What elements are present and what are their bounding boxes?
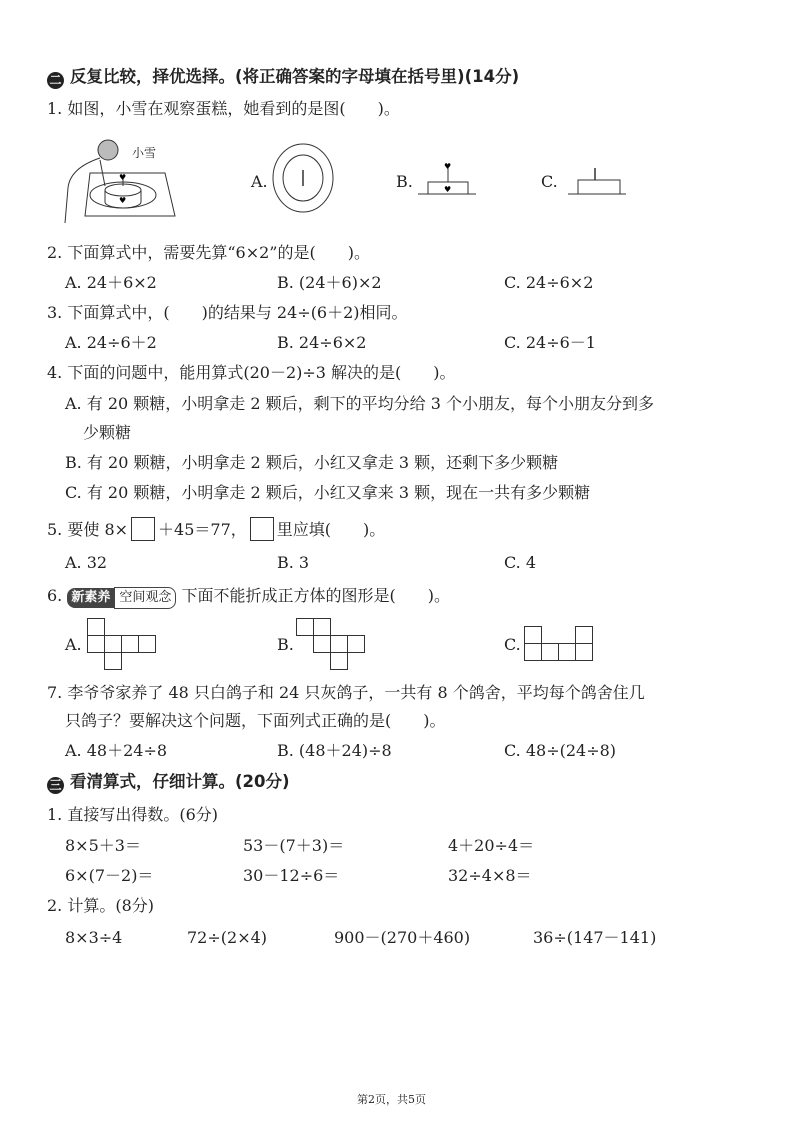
svg-text:♥: ♥: [119, 196, 127, 205]
section-title: 反复比较，择优选择。(将正确答案的字母填在括号里)(14分): [70, 67, 520, 86]
q3-option-b: B. 24÷6×2: [277, 333, 367, 352]
q5-option-a: A. 32: [65, 553, 108, 572]
option-c-label: C.: [541, 172, 558, 191]
section-number: 二: [47, 72, 64, 89]
oral-calc-item: 53－(7＋3)＝: [243, 836, 345, 855]
section-2-heading: [47, 67, 519, 89]
front-view-heart-figure: [418, 160, 478, 196]
q3-option-a: A. 24÷6＋2: [65, 333, 157, 352]
q7-option-c: C. 48÷(24÷8): [504, 741, 617, 760]
q4-option-c: C. 有 20 颗糖，小明拿走 2 颗后，小红又拿来 3 颗，现在一共有多少颗糖: [65, 483, 591, 502]
svg-text:♥: ♥: [444, 162, 452, 171]
option-a-label: A.: [251, 172, 268, 191]
front-view-plain-figure: [568, 166, 628, 196]
q5-part: 5. 要使 8×: [47, 520, 129, 539]
section-number: 三: [47, 777, 64, 794]
q3-option-c: C. 24÷6－1: [504, 333, 596, 352]
girl-cake-illustration: [60, 128, 180, 228]
page-footer: 第2页，共5页: [357, 1093, 426, 1106]
q6-option-c: C.: [504, 635, 521, 654]
section-3-heading: [47, 772, 290, 794]
s3q1-text: 1. 直接写出得数。(6分): [47, 805, 219, 824]
q2-option-c: C. 24÷6×2: [504, 273, 594, 292]
section-title: 看清算式，仔细计算。(20分): [70, 772, 290, 791]
q4-option-a-cont: 少颗糖: [83, 423, 132, 442]
q7-text-cont: 只鸽子？要解决这个问题，下面列式正确的是( )。: [65, 711, 446, 730]
girl-label: 小雪: [132, 146, 157, 160]
q1-text: 1. 如图，小雪在观察蛋糕，她看到的是图( )。: [47, 99, 400, 118]
q5-text: [47, 517, 385, 541]
q2-option-b: B. (24＋6)×2: [277, 273, 382, 292]
new-literacy-tag: 新素养: [67, 588, 114, 608]
q5-option-b: B. 3: [277, 553, 310, 572]
s3q2-text: 2. 计算。(8分): [47, 896, 155, 915]
q7-text: 7. 李爷爷家养了 48 只白鸽子和 24 只灰鸽子，一共有 8 个鸽舍，平均每个鸽舍住几: [47, 683, 645, 702]
oral-calc-item: 30－12÷6＝: [243, 866, 340, 885]
calc-item: 900－(270＋460): [334, 928, 471, 947]
top-view-cake-figure: [270, 142, 336, 214]
blank-box: [250, 517, 274, 541]
calc-item: 72÷(2×4): [187, 928, 268, 947]
q5-option-c: C. 4: [504, 553, 537, 572]
option-b-label: B.: [396, 172, 413, 191]
q4-option-a: A. 有 20 颗糖，小明拿走 2 颗后，剩下的平均分给 3 个小朋友，每个小朋友分到多: [65, 394, 654, 413]
svg-text:♥: ♥: [444, 185, 452, 194]
q6-option-a: A.: [65, 635, 82, 654]
q5-part: ＋45＝77，: [158, 520, 247, 539]
q6-option-b: B.: [277, 635, 294, 654]
q2-option-a: A. 24＋6×2: [65, 273, 157, 292]
spatial-concept-tag: 空间观念: [114, 587, 176, 609]
q3-text: 3. 下面算式中，( )的结果与 24÷(6＋2)相同。: [47, 303, 408, 322]
oral-calc-item: 6×(7－2)＝: [65, 866, 154, 885]
q6-number: 6.: [47, 586, 63, 605]
svg-text:♥: ♥: [119, 173, 127, 182]
q4-text: 4. 下面的问题中，能用算式(20－2)÷3 解决的是( )。: [47, 363, 456, 382]
calc-item: 36÷(147－141): [533, 928, 657, 947]
blank-box: [131, 517, 155, 541]
oral-calc-item: 32÷4×8＝: [448, 866, 532, 885]
q7-option-b: B. (48＋24)÷8: [277, 741, 392, 760]
q4-option-b: B. 有 20 颗糖，小明拿走 2 颗后，小红又拿走 3 颗，还剩下多少颗糖: [65, 453, 559, 472]
q2-text: 2. 下面算式中，需要先算“6×2”的是( )。: [47, 243, 370, 262]
q7-option-a: A. 48＋24÷8: [65, 741, 168, 760]
calc-item: 8×3÷4: [65, 928, 123, 947]
oral-calc-item: 8×5＋3＝: [65, 836, 141, 855]
q6-question: 下面不能折成正方体的图形是( )。: [181, 586, 450, 605]
q6-text: [47, 586, 450, 609]
oral-calc-item: 4＋20÷4＝: [448, 836, 535, 855]
q5-part: 里应填( )。: [276, 520, 386, 539]
